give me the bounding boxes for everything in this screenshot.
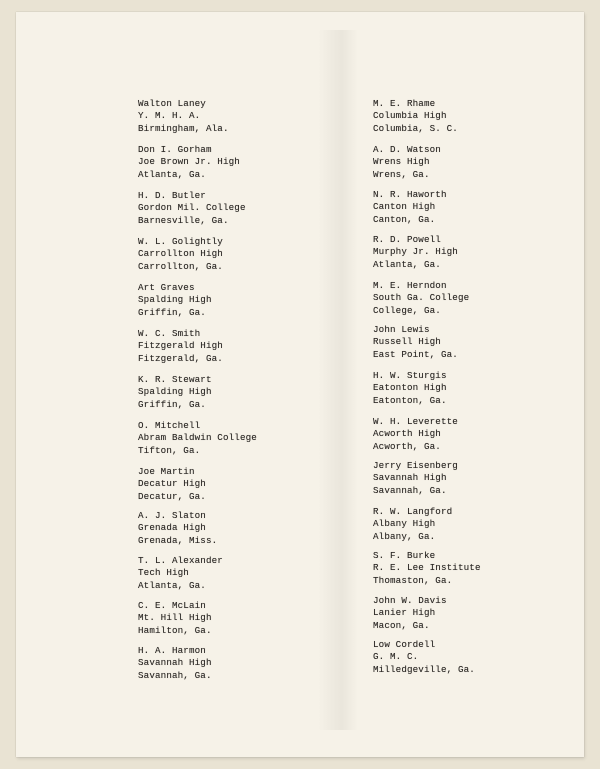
entry-location: Barnesville, Ga. xyxy=(138,214,229,226)
list-entry xyxy=(138,645,328,682)
list-entry xyxy=(373,189,573,226)
entry-location: Thomaston, Ga. xyxy=(373,574,453,586)
entry-location: Tifton, Ga. xyxy=(138,444,201,456)
list-entry xyxy=(138,328,328,365)
entry-school: Albany High xyxy=(373,518,436,530)
entry-location: Griffin, Ga. xyxy=(138,306,206,318)
list-entry xyxy=(373,98,573,135)
entry-school: Savannah High xyxy=(138,657,212,669)
list-entry xyxy=(373,506,573,543)
entry-school: Murphy Jr. High xyxy=(373,246,458,258)
entry-name: Low Cordell xyxy=(373,639,436,650)
entry-location: Atlanta, Ga. xyxy=(373,258,441,270)
entry-location: Atlanta, Ga. xyxy=(138,168,206,180)
entry-name: H. A. Harmon xyxy=(138,645,206,656)
entry-school: Joe Brown Jr. High xyxy=(138,156,240,168)
list-entry xyxy=(138,466,328,503)
entry-name: A. D. Watson xyxy=(373,144,441,155)
entry-name: W. L. Golightly xyxy=(138,236,223,247)
entry-location: Savannah, Ga. xyxy=(138,669,212,681)
entry-name: H. D. Butler xyxy=(138,190,206,201)
entry-school: G. M. C. xyxy=(373,651,419,663)
entry-location: Macon, Ga. xyxy=(373,619,430,631)
entry-school: Carrollton High xyxy=(138,248,223,260)
list-entry xyxy=(373,460,573,497)
list-entry xyxy=(138,144,328,181)
entry-name: Walton Laney xyxy=(138,98,206,109)
entry-name: Joe Martin xyxy=(138,466,195,477)
entry-name: T. L. Alexander xyxy=(138,555,223,566)
entry-school: Tech High xyxy=(138,567,189,579)
list-entry xyxy=(138,510,328,547)
entry-name: John Lewis xyxy=(373,324,430,335)
entry-location: Albany, Ga. xyxy=(373,530,436,542)
list-entry xyxy=(138,98,328,135)
entry-school: Abram Baldwin College xyxy=(138,432,257,444)
entry-location: Eatonton, Ga. xyxy=(373,394,447,406)
list-entry xyxy=(373,416,573,453)
list-entry xyxy=(138,374,328,411)
entry-location: Canton, Ga. xyxy=(373,213,436,225)
entry-location: Columbia, S. C. xyxy=(373,122,458,134)
entry-name: Art Graves xyxy=(138,282,195,293)
list-entry xyxy=(373,639,573,676)
entry-location: Birmingham, Ala. xyxy=(138,122,229,134)
entry-name: H. W. Sturgis xyxy=(373,370,447,381)
entry-name: M. E. Rhame xyxy=(373,98,436,109)
entry-school: Gordon Mil. College xyxy=(138,202,246,214)
entry-location: East Point, Ga. xyxy=(373,348,458,360)
entry-name: M. E. Herndon xyxy=(373,280,447,291)
entry-school: Grenada High xyxy=(138,522,206,534)
entry-location: Carrollton, Ga. xyxy=(138,260,223,272)
list-entry xyxy=(138,190,328,227)
entry-location: Hamilton, Ga. xyxy=(138,624,212,636)
entry-name: C. E. McLain xyxy=(138,600,206,611)
entry-name: O. Mitchell xyxy=(138,420,201,431)
list-entry xyxy=(373,595,573,632)
entry-location: Wrens, Ga. xyxy=(373,168,430,180)
entry-school: Lanier High xyxy=(373,607,436,619)
entry-name: R. D. Powell xyxy=(373,234,441,245)
entry-name: K. R. Stewart xyxy=(138,374,212,385)
entry-location: Acworth, Ga. xyxy=(373,440,441,452)
entry-name: R. W. Langford xyxy=(373,506,453,517)
entry-location: Milledgeville, Ga. xyxy=(373,663,475,675)
list-entry xyxy=(138,420,328,457)
entry-location: Savannah, Ga. xyxy=(373,484,447,496)
entry-school: R. E. Lee Institute xyxy=(373,562,481,574)
entry-location: Fitzgerald, Ga. xyxy=(138,352,223,364)
entry-name: Jerry Eisenberg xyxy=(373,460,458,471)
list-entry xyxy=(373,370,573,407)
entry-location: Griffin, Ga. xyxy=(138,398,206,410)
entry-school: Y. M. H. A. xyxy=(138,110,201,122)
entry-name: N. R. Haworth xyxy=(373,189,447,200)
entry-name: W. H. Leverette xyxy=(373,416,458,427)
list-entry xyxy=(373,144,573,181)
entry-school: Mt. Hill High xyxy=(138,612,212,624)
entry-school: Spalding High xyxy=(138,386,212,398)
entry-school: Acworth High xyxy=(373,428,441,440)
list-entry xyxy=(373,280,573,317)
entry-name: Don I. Gorham xyxy=(138,144,212,155)
entry-name: S. F. Burke xyxy=(373,550,436,561)
list-entry xyxy=(138,236,328,273)
list-entry xyxy=(373,550,573,587)
entry-name: W. C. Smith xyxy=(138,328,201,339)
entry-school: Spalding High xyxy=(138,294,212,306)
list-entry xyxy=(138,600,328,637)
list-entry xyxy=(138,282,328,319)
entry-school: Decatur High xyxy=(138,478,206,490)
list-entry xyxy=(373,234,573,271)
entry-school: Fitzgerald High xyxy=(138,340,223,352)
entry-location: Decatur, Ga. xyxy=(138,490,206,502)
entry-location: Atlanta, Ga. xyxy=(138,579,206,591)
entry-school: Eatonton High xyxy=(373,382,447,394)
entry-name: John W. Davis xyxy=(373,595,447,606)
entry-school: Columbia High xyxy=(373,110,447,122)
entry-school: Savannah High xyxy=(373,472,447,484)
entry-school: South Ga. College xyxy=(373,292,470,304)
entry-school: Wrens High xyxy=(373,156,430,168)
entry-school: Canton High xyxy=(373,201,436,213)
entry-name: A. J. Slaton xyxy=(138,510,206,521)
entry-location: College, Ga. xyxy=(373,304,441,316)
list-entry xyxy=(373,324,573,361)
entry-school: Russell High xyxy=(373,336,441,348)
entry-location: Grenada, Miss. xyxy=(138,534,218,546)
list-entry xyxy=(138,555,328,592)
